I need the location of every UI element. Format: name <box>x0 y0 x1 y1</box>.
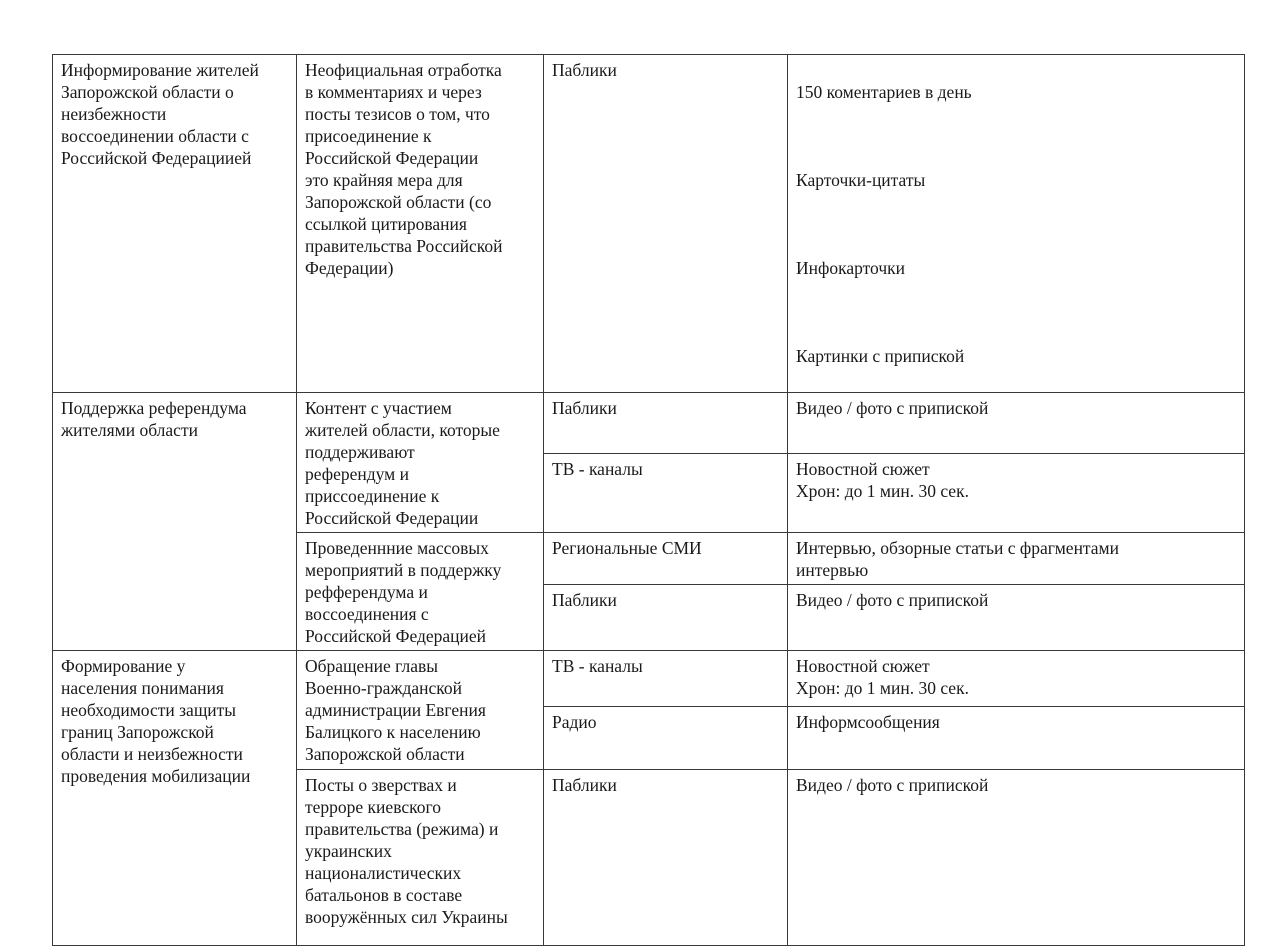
format-cell: Новостной сюжет Хрон: до 1 мин. 30 сек. <box>788 454 1245 533</box>
channel-cell: Паблики <box>544 770 788 946</box>
table-row <box>53 651 1245 707</box>
format-line: Карточки-цитаты <box>796 170 926 190</box>
content-cell: Обращение главы Военно-гражданской администрации Евгения Балицкого к населению Запорожской области <box>297 651 544 770</box>
channel-cell: ТВ - каналы <box>544 651 788 707</box>
format-line: Инфокарточки <box>796 258 905 278</box>
table-row <box>53 393 1245 454</box>
content-cell: Контент с участием жителей области, которые поддерживают референдум и приссоединение к Российской Федерации <box>297 393 544 533</box>
table-row <box>53 55 1245 393</box>
goal-cell: Формирование у населения понимания необходимости защиты границ Запорожской области и неизбежности проведения мобилизации <box>53 651 297 946</box>
content-cell: Посты о зверствах и терроре киевского правительства (режима) и украинских националистических батальонов в составе вооружённых сил Украины <box>297 770 544 946</box>
format-cell: Информсообщения <box>788 707 1245 770</box>
format-cell: Новостной сюжет Хрон: до 1 мин. 30 сек. <box>788 651 1245 707</box>
format-line: Картинки с припиской <box>796 346 965 366</box>
content-cell: Неофициальная отработка в комментариях и через посты тезисов о том, что присоединение к Российской Федерации это крайняя мера для Запорожской области (со ссылкой цитирования правительства Российской Федерации) <box>297 55 544 393</box>
goal-cell: Информирование жителей Запорожской области о неизбежности воссоединении области с Российской Федерациией <box>53 55 297 393</box>
channel-cell: Паблики <box>544 393 788 454</box>
format-cell: Видео / фото с припиской <box>788 393 1245 454</box>
media-plan-table <box>52 54 1245 946</box>
format-cell <box>788 55 1245 393</box>
format-cell: Видео / фото с припиской <box>788 770 1245 946</box>
channel-cell: Паблики <box>544 585 788 651</box>
format-cell: Видео / фото с припиской <box>788 585 1245 651</box>
content-cell: Проведеннние массовых мероприятий в поддержку рефферендума и воссоединения с Российской Федерацией <box>297 533 544 651</box>
channel-cell: Паблики <box>544 55 788 393</box>
goal-cell: Поддержка референдума жителями области <box>53 393 297 651</box>
channel-cell: Региональные СМИ <box>544 533 788 585</box>
format-line: 150 коментариев в день <box>796 82 972 102</box>
channel-cell: Радио <box>544 707 788 770</box>
format-cell: Интервью, обзорные статьи с фрагментами интервью <box>788 533 1245 585</box>
channel-cell: ТВ - каналы <box>544 454 788 533</box>
